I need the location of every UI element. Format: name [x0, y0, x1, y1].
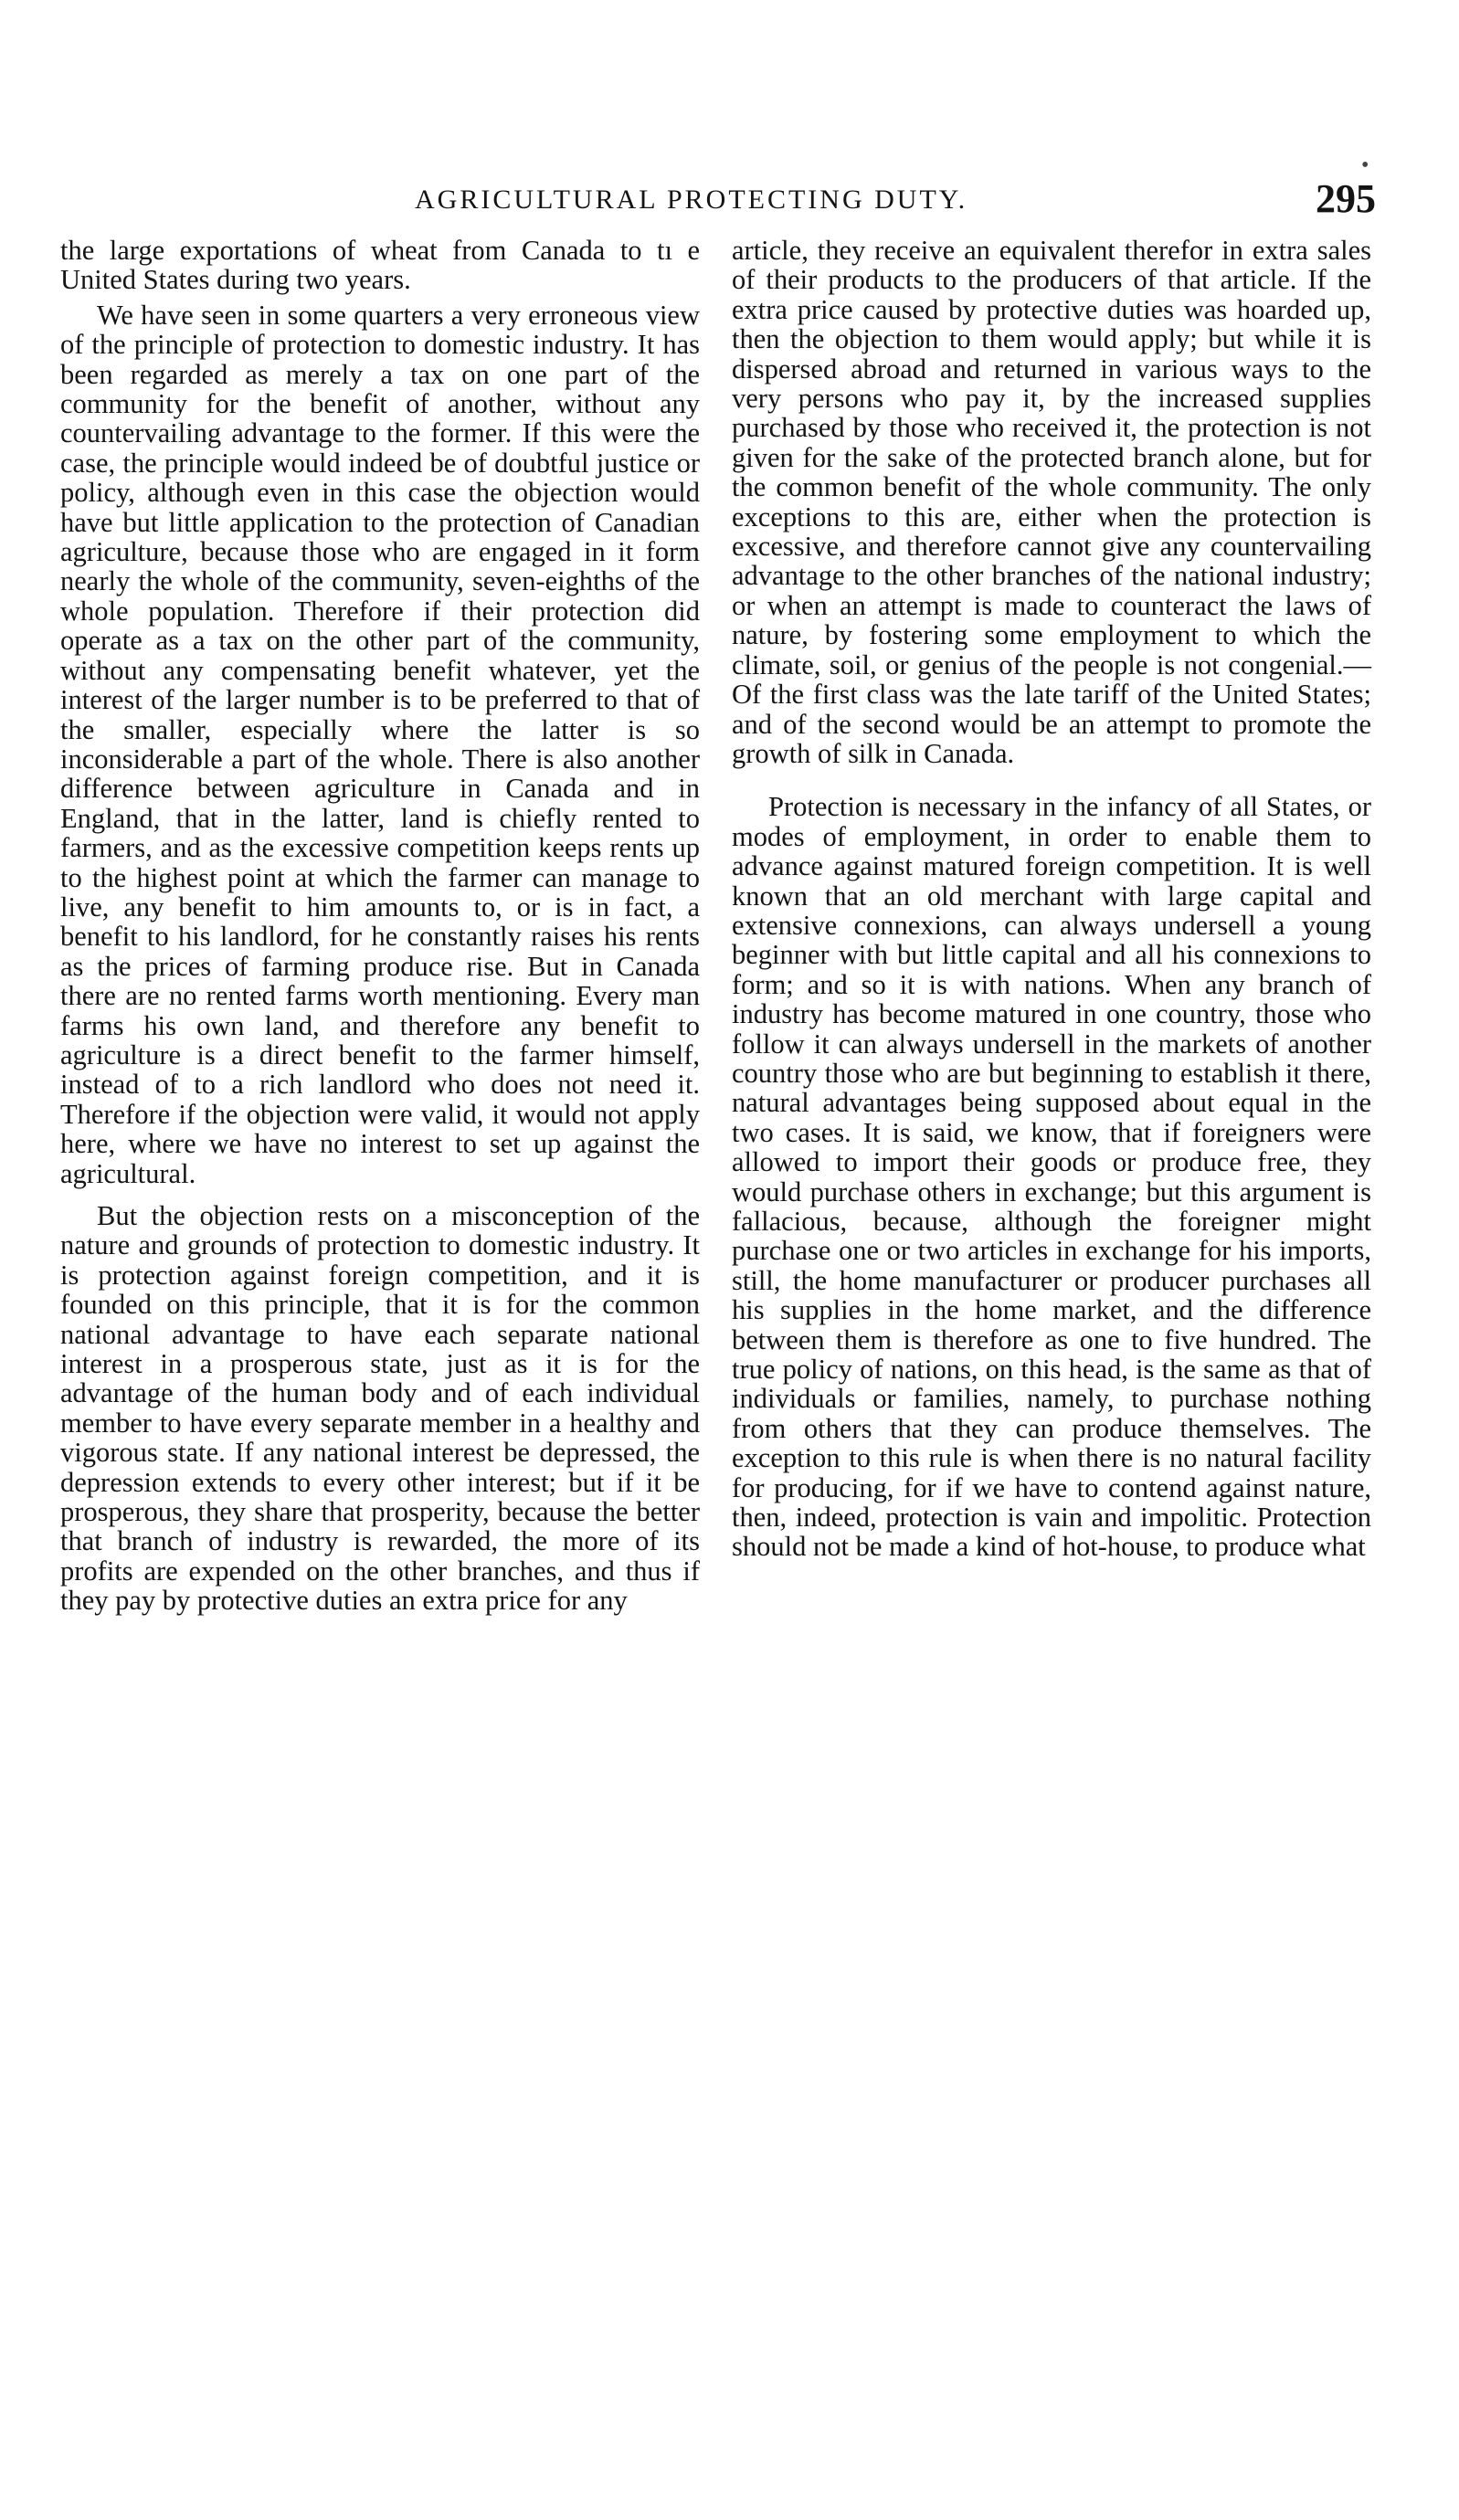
paragraph-continuation: the large exportations of wheat from Canada to tı e United States during two years.	[60, 235, 700, 296]
stray-ink-mark: •	[1361, 153, 1369, 177]
page-number: 295	[1316, 176, 1376, 221]
running-header	[60, 175, 1376, 230]
left-column	[60, 236, 700, 1629]
paragraph: But the objection rests on a misconception of the nature and grounds of protection to domestic industry. It is protection against foreign competition, and it is founded on this principle, that it is for the common national advantage to have each separate national interest in a prosperous state, just as it is for the advantage of the human body and of each individual member to have every separate member in a healthy and vigorous state. If any national interest be depressed, the depression extends to every other interest; but if it be prosperous, they share that prosperity, because the better that branch of industry is rewarded, the more of its profits are expended on the other branches, and thus if they pay by protective duties an extra price for any	[60, 1200, 700, 1617]
paragraph: Protection is necessary in the infancy of all States, or modes of employment, in order to enable them to advance against matured foreign competition. It is well known that an old merchant with large capital and extensive connexions, can always undersell a young beginner with but little capital and all his connexions to form; and so it is with nations. When any branch of industry has become matured in one country, those who follow it can always undersell in the markets of another country those who are but beginning to establish it there, natural advantages being supposed about equal in the two cases. It is said, we know, that if foreigners were allowed to import their goods or produce free, they would purchase others in exchange; but this argument is fallacious, because, although the foreigner might purchase one or two articles in exchange for his imports, still, the home manufacturer or producer purchases all his supplies in the home market, and the difference between them is therefore as one to five hundred. The true policy of nations, on this head, is the same as that of individuals or families, namely, to purchase nothing from others that they can produce themselves. The exception to this rule is when there is no natural facility for producing, for if we have to contend against nature, then, indeed, protection is vain and impolitic. Protection should not be made a kind of hot-house, to produce what	[732, 791, 1371, 1563]
right-column	[732, 236, 1371, 1575]
running-title: AGRICULTURAL PROTECTING DUTY.	[415, 185, 968, 215]
paragraph-continuation: article, they receive an equivalent therefor in extra sales of their products to the producers of that article. If the extra price caused by protective duties was hoarded up, then the objection to them would apply; but while it is dispersed abroad and returned in various ways to the very persons who pay it, by the increased supplies purchased by those who received it, the protection is not given for the sake of the protected branch alone, but for the common benefit of the whole community. The only exceptions to this are, either when the protection is excessive, and therefore cannot give any countervailing advantage to the other branches of the national industry; or when an attempt is made to counteract the laws of nature, by fostering some employment to which the climate, soil, or genius of the people is not congenial.— Of the first class was the late tariff of the United States; and of the second would be an attempt to promote the growth of silk in Canada.	[732, 235, 1371, 769]
paragraph: We have seen in some quarters a very erroneous view of the principle of protection to domestic industry. It has been regarded as merely a tax on one part of the community for the benefit of another, without any countervailing advantage to the former. If this were the case, the principle would indeed be of doubtful justice or policy, although even in this case the objection would have but little application to the protection of Canadian agriculture, because those who are engaged in it form nearly the whole of the community, seven-eighths of the whole population. Therefore if their protection did operate as a tax on the other part of the community, without any compensating benefit whatever, yet the interest of the larger number is to be preferred to that of the smaller, especially where the latter is so inconsiderable a part of the whole. There is also another difference between agriculture in Canada and in England, that in the latter, land is chiefly rented to farmers, and as the excessive competition keeps rents up to the highest point at which the farmer can manage to live, any benefit to him amounts to, or is in fact, a benefit to his landlord, for he constantly raises his rents as the prices of farming produce rise. But in Canada there are no rented farms worth mentioning. Every man farms his own land, and therefore any benefit to agriculture is a direct benefit to the farmer himself, instead of to a rich landlord who does not need it. Therefore if the objection were valid, it would not apply here, where we have no interest to set up against the agricultural.	[60, 299, 700, 1189]
